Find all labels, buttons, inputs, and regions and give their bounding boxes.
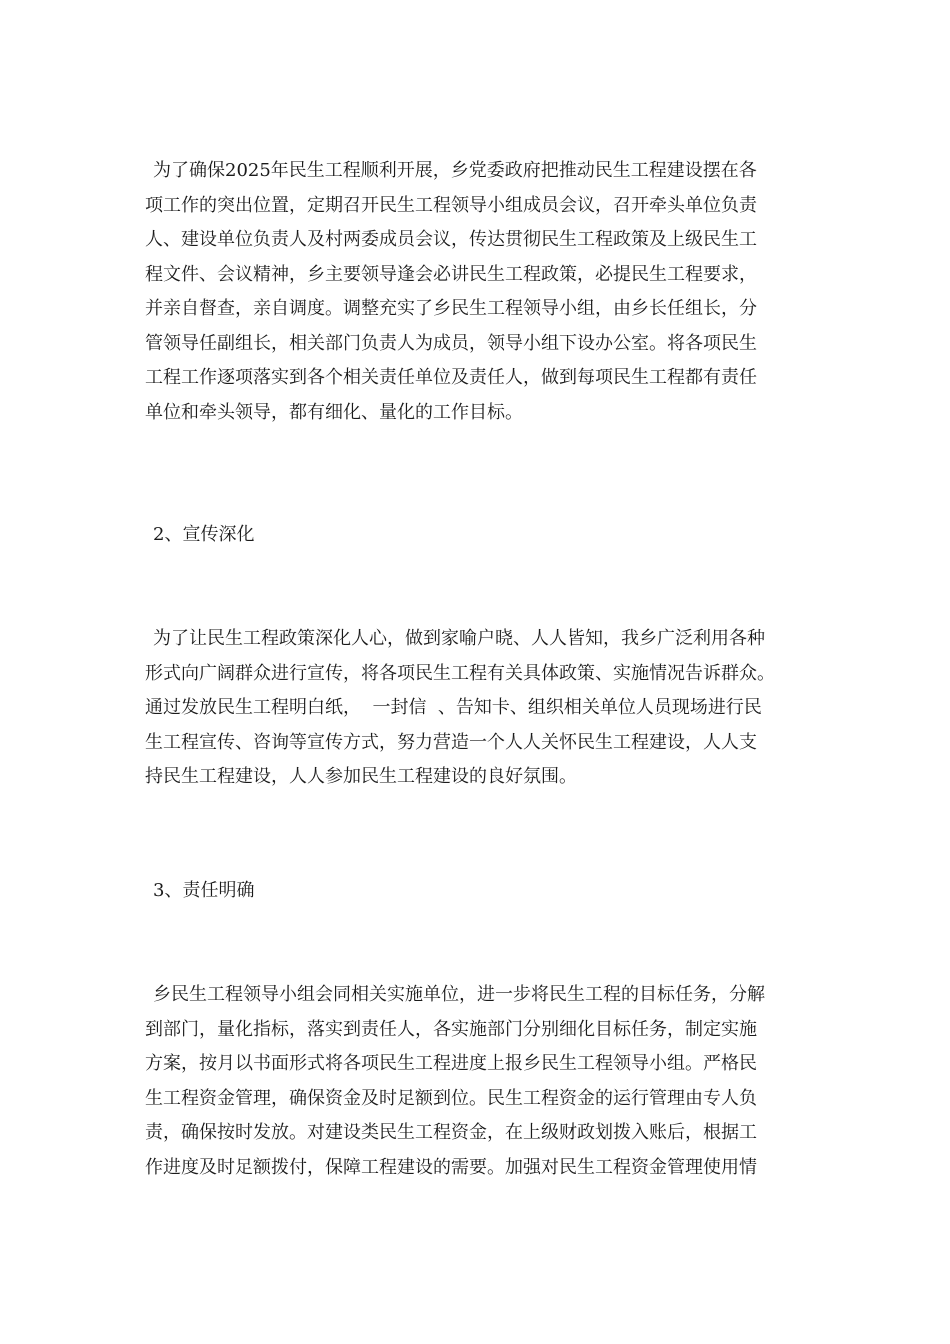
text-line: 乡民生工程领导小组会同相关实施单位，进一步将民生工程的目标任务，分解 xyxy=(153,984,765,1005)
text-line: 到部门，量化指标，落实到责任人，各实施部门分别细化目标任务，制定实施 xyxy=(145,1018,757,1040)
heading-text: 2、宣传深化 xyxy=(153,524,255,545)
heading-text: 3、责任明确 xyxy=(153,880,255,901)
section-heading-responsibility xyxy=(145,874,810,908)
text-line: 方案，按月以书面形式将各项民生工程进度上报乡民生工程领导小组。严格民 xyxy=(145,1053,757,1074)
text-line: 人、建设单位负责人及村两委成员会议，传达贯彻民生工程政策及上级民生工 xyxy=(145,229,757,250)
text-line: 工程工作逐项落实到各个相关责任单位及责任人，做到每项民生工程都有责任 xyxy=(145,367,757,388)
text-line: 生工程资金管理，确保资金及时足额到位。民生工程资金的运行管理由专人负 xyxy=(145,1087,757,1109)
text-line: 作进度及时足额拨付，保障工程建设的需要。加强对民生工程资金管理使用情 xyxy=(145,1156,757,1178)
text-line: 项工作的突出位置，定期召开民生工程领导小组成员会议，召开牵头单位负责 xyxy=(145,194,757,216)
text-line: 单位和牵头领导，都有细化、量化的工作目标。 xyxy=(145,401,523,423)
paragraph-leadership xyxy=(145,154,810,430)
text-line: 为了让民生工程政策深化人心，做到家喻户晓、人人皆知，我乡广泛利用各种 xyxy=(153,628,765,649)
text-line: 形式向广阔群众进行宣传，将各项民生工程有关具体政策、实施情况告诉群众。 xyxy=(145,662,775,684)
text-line: 生工程宣传、咨询等宣传方式，努力营造一个人人关怀民生工程建设，人人支 xyxy=(145,731,757,753)
text-line: 管领导任副组长，相关部门负责人为成员，领导小组下设办公室。将各项民生 xyxy=(145,332,757,354)
text-line: 持民生工程建设，人人参加民生工程建设的良好氛围。 xyxy=(145,766,577,787)
paragraph-responsibility xyxy=(145,978,810,1185)
paragraph-publicity xyxy=(145,622,810,795)
text-line: 程文件、会议精神，乡主要领导逢会必讲民生工程政策，必提民生工程要求， xyxy=(145,263,757,285)
text-line: 通过发放民生工程明白纸， 一封信 、告知卡、组织相关单位人员现场进行民 xyxy=(145,697,762,718)
text-line: 责，确保按时发放。对建设类民生工程资金，在上级财政划拨入账后，根据工 xyxy=(145,1122,757,1143)
text-line: 为了确保2025年民生工程顺利开展，乡党委政府把推动民生工程建设摆在各 xyxy=(153,160,757,181)
section-heading-publicity xyxy=(145,518,810,552)
text-line: 并亲自督查，亲自调度。调整充实了乡民生工程领导小组，由乡长任组长，分 xyxy=(145,298,757,319)
